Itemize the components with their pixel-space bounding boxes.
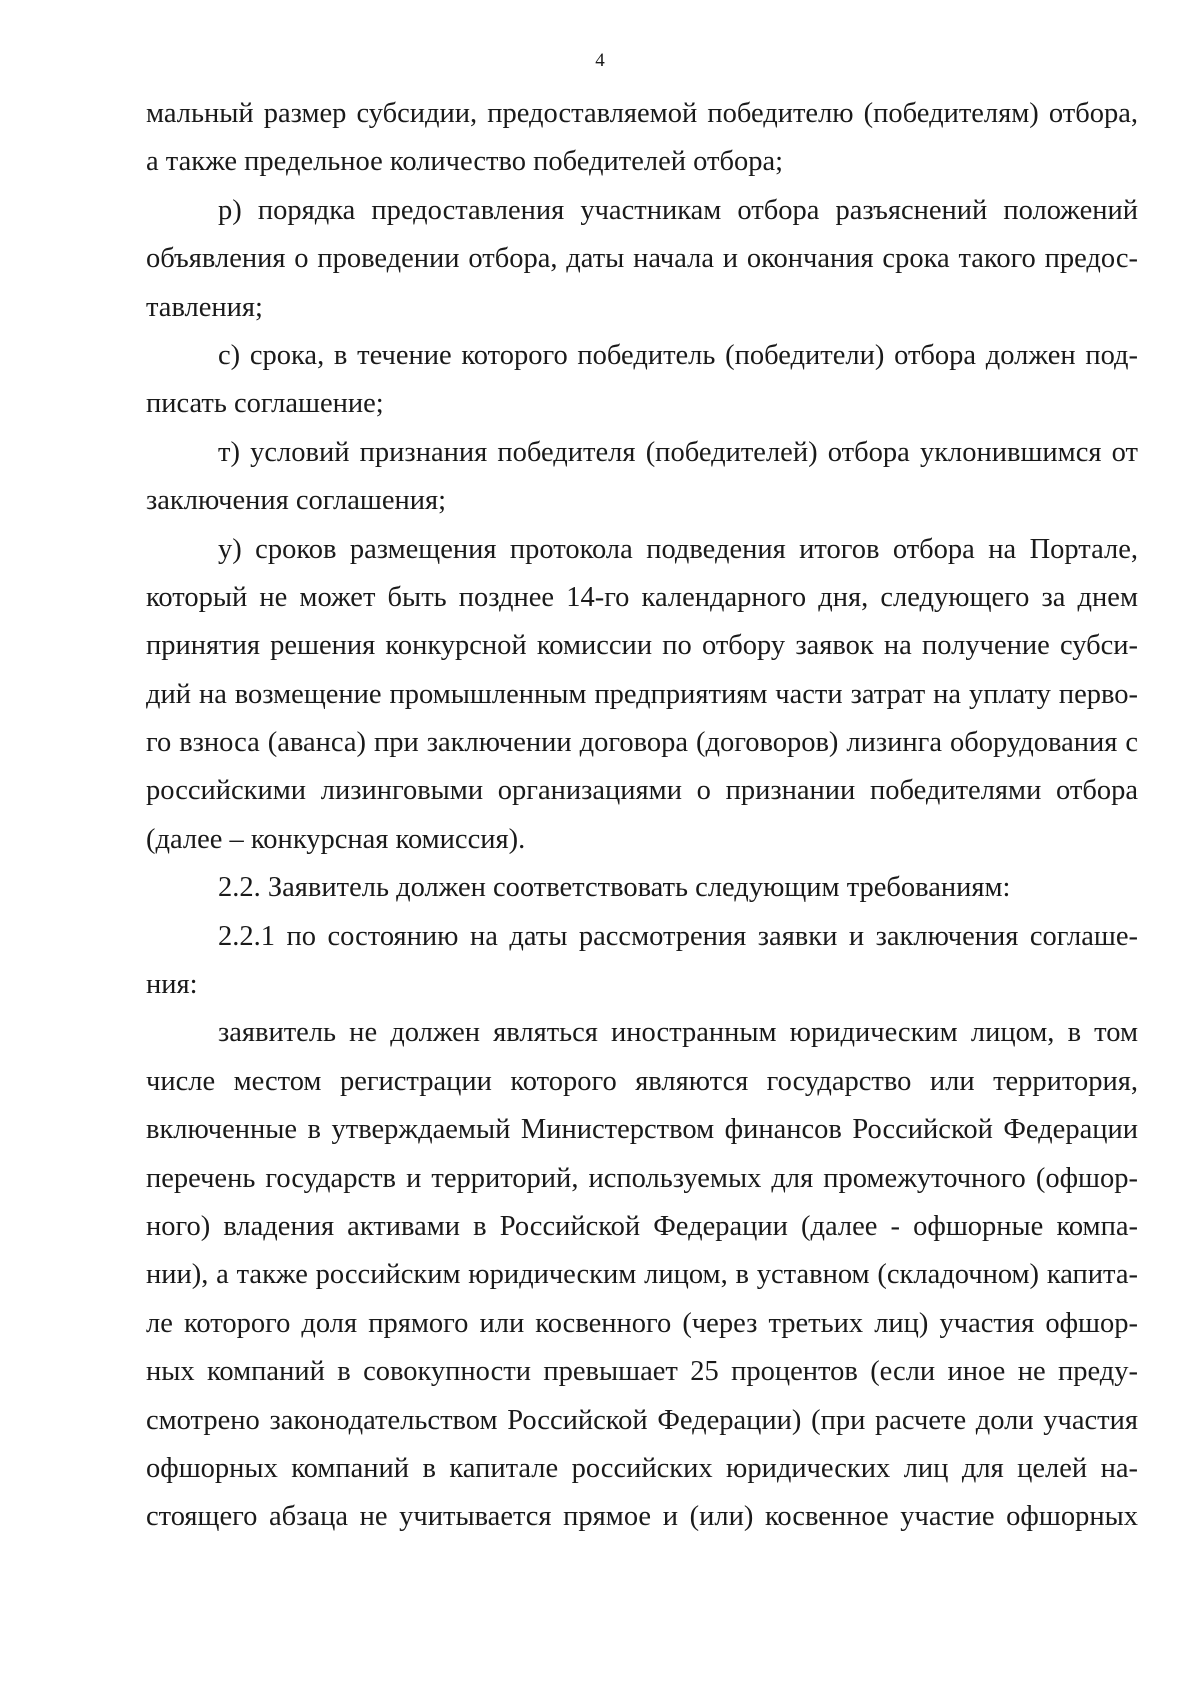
paragraph-item-r	[146, 187, 1138, 332]
text-line: т) условий признания победителя (победителей) отбора уклонившимся от	[218, 436, 1138, 468]
text-line: 2.2. Заявитель должен соответствовать следующим требованиям:	[218, 872, 1011, 904]
text-line: ния:	[146, 969, 198, 1001]
text-line: у) сроков размещения протокола подведения итогов отбора на Портале,	[218, 533, 1138, 565]
text-line: 2.2.1 по состоянию на даты рассмотрения заявки и заключения соглаше-	[218, 920, 1138, 952]
text-line: дий на возмещение промышленным предприятиям части затрат на уплату перво-	[146, 678, 1138, 710]
text-line: (далее – конкурсная комиссия).	[146, 823, 526, 855]
text-line: который не может быть позднее 14-го календарного дня, следующего за днем	[146, 581, 1138, 613]
text-line: а также предельное количество победителей отбора;	[146, 146, 784, 178]
text-line: объявления о проведении отбора, даты начала и окончания срока такого предос-	[146, 243, 1138, 275]
paragraph-continuation	[146, 90, 1138, 187]
text-line: перечень государств и территорий, используемых для промежуточного (офшор-	[146, 1162, 1138, 1194]
text-line: ле которого доля прямого или косвенного (через третьих лиц) участия офшор-	[146, 1307, 1138, 1339]
text-line: российскими лизинговыми организациями о признании победителями отбора	[146, 775, 1138, 807]
text-line: включенные в утверждаемый Министерством финансов Российской Федерации	[146, 1114, 1138, 1146]
page-number: 4	[595, 50, 605, 71]
text-line: го взноса (аванса) при заключении договора (договоров) лизинга оборудования с	[146, 727, 1138, 759]
text-line: стоящего абзаца не учитывается прямое и (или) косвенное участие офшорных	[146, 1501, 1138, 1533]
text-line: нии), а также российским юридическим лицом, в уставном (складочном) капита-	[146, 1259, 1138, 1291]
paragraph-section-2-2	[146, 864, 1138, 912]
text-line: заключения соглашения;	[146, 485, 447, 517]
text-line: офшорных компаний в капитале российских юридических лиц для целей на-	[146, 1452, 1138, 1484]
text-line: тавления;	[146, 291, 263, 323]
paragraph-item-s	[146, 332, 1138, 429]
text-line: смотрено законодательством Российской Федерации) (при расчете доли участия	[146, 1404, 1138, 1436]
paragraph-applicant-requirement	[146, 1009, 1138, 1541]
paragraph-section-2-2-1	[146, 913, 1138, 1010]
text-line: мальный размер субсидии, предоставляемой победителю (победителям) отбора,	[146, 98, 1138, 129]
text-line: ного) владения активами в Российской Федерации (далее - офшорные компа-	[146, 1210, 1138, 1242]
text-line: числе местом регистрации которого являются государство или территория,	[146, 1065, 1138, 1097]
text-line: р) порядка предоставления участникам отбора разъяснений положений	[218, 194, 1138, 226]
text-line: ных компаний в совокупности превышает 25 процентов (если иное не преду-	[146, 1356, 1138, 1388]
text-line: писать соглашение;	[146, 388, 384, 420]
document-body	[146, 90, 1138, 1542]
text-line: принятия решения конкурсной комиссии по отбору заявок на получение субси-	[146, 630, 1138, 662]
text-line: с) срока, в течение которого победитель (победители) отбора должен под-	[218, 339, 1138, 371]
paragraph-item-u	[146, 526, 1138, 865]
text-line: заявитель не должен являться иностранным юридическим лицом, в том	[218, 1017, 1138, 1049]
paragraph-item-t	[146, 429, 1138, 526]
